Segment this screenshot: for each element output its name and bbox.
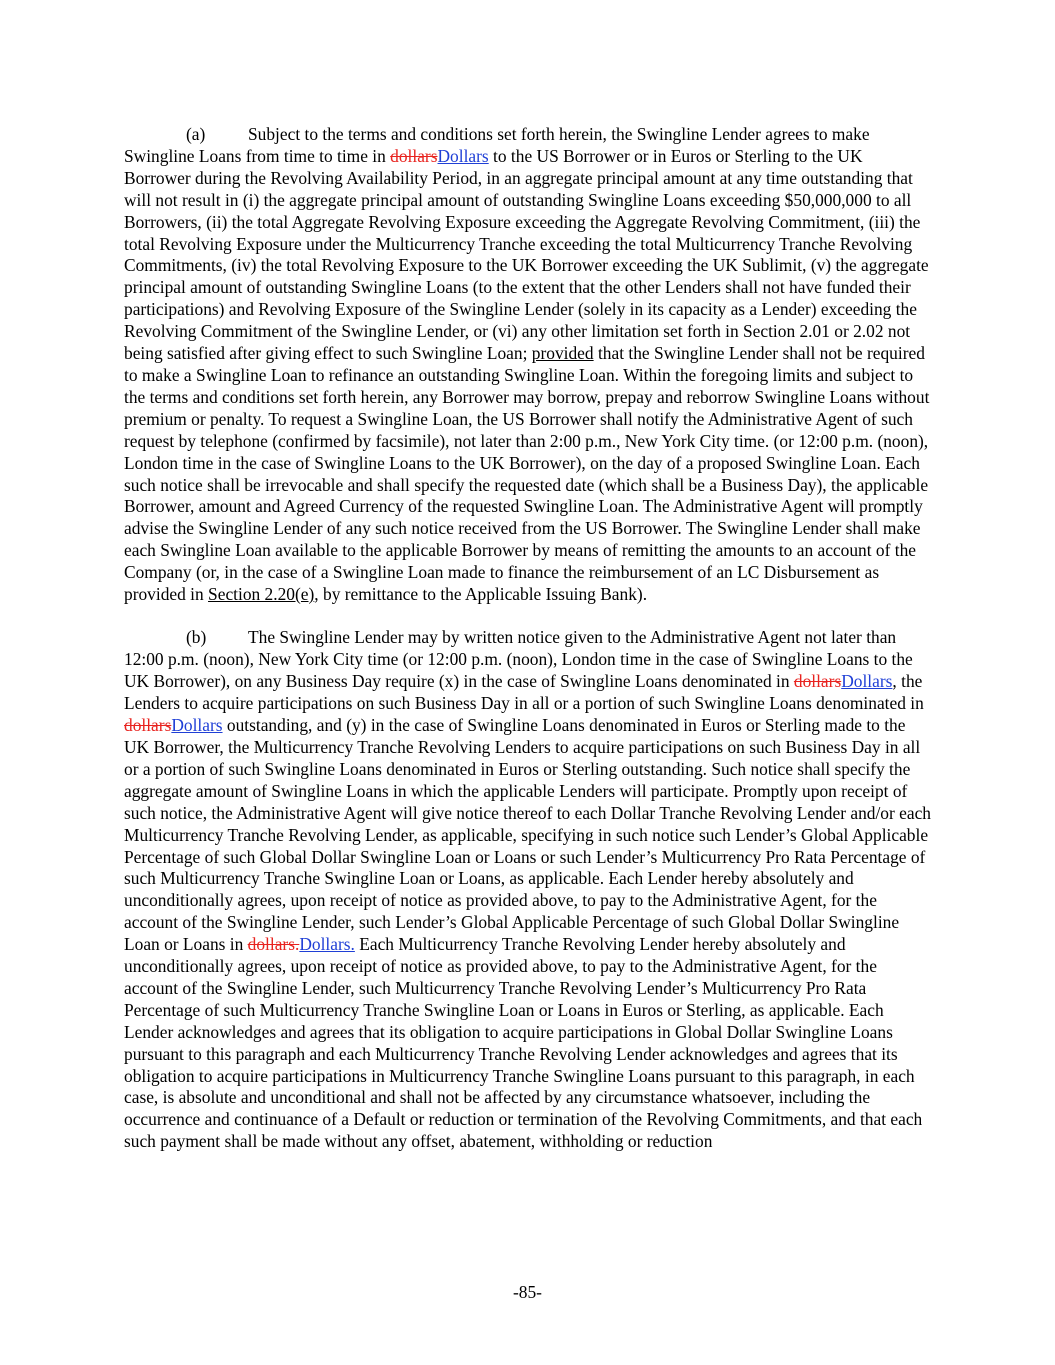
- paragraph-a-text-3: that the Swingline Lender shall not be required to make a Swingline Loan to refinance an outstanding Swingline Loan. Within the foregoing limits and subject to the terms and conditions set forth herein, any Borrower may borrow, prepay and reborrow Swingline Loans without premium or penalty. To request a Swingline Loan, the US Borrower shall notify the Administrative Agent of such request by telephone (confirmed by facsimile), not later than 2:00 p.m., New York City time. (or 12:00 p.m. (noon), London time in the case of Swingline Loans to the UK Borrower), on the day of a proposed Swingline Loan. Each such notice shall be irrevocable and shall specify the requested date (which shall be a Business Day), the applicable Borrower, amount and Agreed Currency of the requested Swingline Loan. The Administrative Agent will promptly advise the Swingline Lender of any such notice received from the US Borrower. The Swingline Lender shall make each Swingline Loan available to the applicable Borrower by means of remitting the amounts to an account of the Company (or, in the case of a Swingline Loan made to finance the reimbursement of an LC Disbursement as provided in: [124, 343, 930, 605]
- deleted-text: dollars: [124, 715, 172, 736]
- underlined-term-provided: provided: [531, 343, 594, 364]
- document-body: [124, 124, 932, 1175]
- paragraph-a-text-1: Subject to the terms and conditions set forth herein, the Swingline Lender agrees to make Swingline Loans from time to time in: [124, 124, 870, 166]
- inserted-text: Dollars: [841, 671, 893, 692]
- section-reference: Section 2.20(e): [208, 584, 315, 605]
- deleted-text: dollars: [793, 671, 842, 692]
- paragraph-b-text-3: outstanding, and (y) in the case of Swingline Loans denominated in Euros or Sterling made to the UK Borrower, the Multicurrency Tranche Revolving Lenders to acquire participations on such Business Day in all or a portion of such Swingline Loans denominated in Euros or Sterling outstanding. Such notice shall specify the aggregate amount of Swingline Loans in which the applicable Lenders will participate. Promptly upon receipt of such notice, the Administrative Agent will give notice thereof to each Dollar Tranche Revolving Lender and/or each Multicurrency Tranche Revolving Lender, as applicable, specifying in such notice such Lender’s Global Applicable Percentage of such Global Dollar Swingline Loan or Loans or such Lender’s Multicurrency Pro Rata Percentage of such Multicurrency Tranche Swingline Loan or Loans, as applicable. Each Lender hereby absolutely and unconditionally agrees, upon receipt of notice as provided above, to pay to the Administrative Agent, for the account of the Swingline Lender, such Lender’s Global Applicable Percentage of such Global Dollar Swingline Loan or Loans in: [124, 715, 931, 955]
- paragraph-a: [124, 124, 932, 606]
- paragraph-b: [124, 627, 932, 1153]
- paragraph-a-text-2: to the US Borrower or in Euros or Sterling to the UK Borrower during the Revolving Availability Period, in an aggregate principal amount at any time outstanding that will not result in (i) the aggregate principal amount of outstanding Swingline Loans exceeding $50,000,000 to all Borrowers, (ii) the total Aggregate Revolving Exposure exceeding the Aggregate Revolving Commitment, (iii) the total Revolving Exposure under the Multicurrency Tranche exceeding the total Multicurrency Tranche Revolving Commitments, (iv) the total Revolving Exposure to the UK Borrower exceeding the UK Sublimit, (v) the aggregate principal amount of outstanding Swingline Loans (to the extent that the other Lenders shall not have funded their participations) and Revolving Exposure of the Swingline Lender (solely in its capacity as a Lender) exceeding the Revolving Commitment of the Swingline Lender, or (vi) any other limitation set forth in Section 2.01 or 2.02 not being satisfied after giving effect to such Swingline Loan;: [124, 145, 929, 364]
- paragraph-b-text-2: , the Lenders to acquire participations on such Business Day in all or a portion of such Swingline Loans denominated in: [124, 671, 924, 714]
- deleted-text: dollars: [390, 145, 438, 166]
- inserted-text: Dollars: [437, 145, 489, 166]
- paragraph-b-text-4: Each Multicurrency Tranche Revolving Lender hereby absolutely and unconditionally agrees, upon receipt of notice as provided above, to pay to the Administrative Agent, for the account of the Swingline Lender, such Multicurrency Tranche Revolving Lender’s Multicurrency Pro Rata Percentage of such Multicurrency Tranche Swingline Loan or Loans in Euros or Sterling, as applicable. Each Lender acknowledges and agrees that its obligation to acquire participations in Global Dollar Swingline Loans pursuant to this paragraph and each Multicurrency Tranche Revolving Lender acknowledges and agrees that its obligation to acquire participations in Multicurrency Tranche Swingline Loans pursuant to this paragraph, in each case, is absolute and unconditional and shall not be affected by any circumstance whatsoever, including the occurrence and continuance of a Default or reduction or termination of the Revolving Commitments, and that each such payment shall be made without any offset, abatement, withholding or reduction: [124, 934, 923, 1152]
- inserted-text: Dollars: [171, 715, 223, 736]
- paragraph-b-label: (b): [186, 627, 207, 648]
- page-number: -85-: [513, 1282, 542, 1302]
- paragraph-a-text-4: , by remittance to the Applicable Issuing Bank).: [314, 584, 648, 605]
- deleted-text: dollars.: [247, 934, 300, 955]
- inserted-text: Dollars.: [299, 934, 355, 955]
- paragraph-b-text-1: The Swingline Lender may by written notice given to the Administrative Agent not later than 12:00 p.m. (noon), New York City time (or 12:00 p.m. (noon), London time in the case of Swingline Loans to the UK Borrower), on any Business Day require (x) in the case of Swingline Loans denominated in: [124, 627, 913, 692]
- paragraph-a-label: (a): [186, 124, 206, 144]
